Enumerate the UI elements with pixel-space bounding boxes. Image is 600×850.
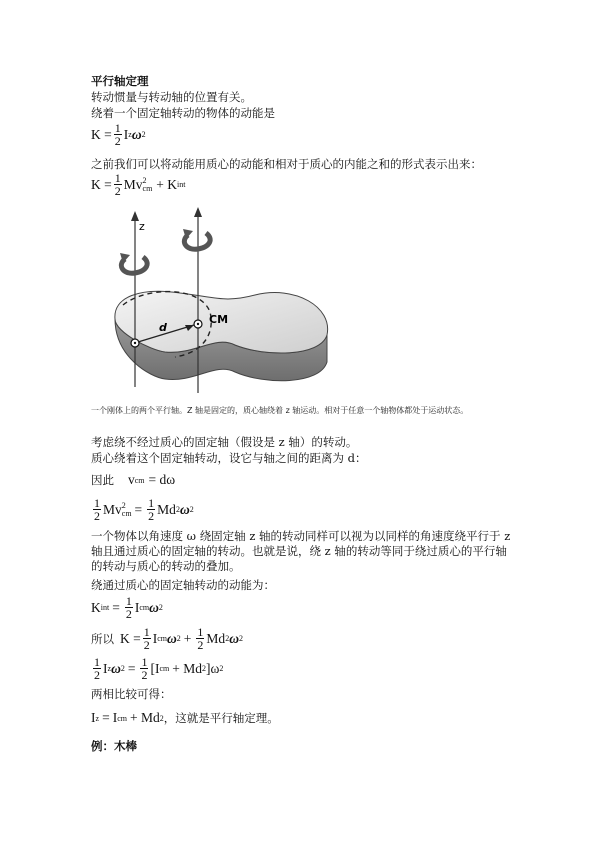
parallel-axis-figure: [105, 207, 335, 402]
intro-line-3: 之前我们可以将动能用质心的动能和相对于质心的内能之和的形式表示出来：: [91, 157, 482, 171]
equation-kinetic-decomposition: K = $\frac{1}{2}$ Mv 2 cm + K int: [91, 171, 186, 198]
equation-total-kinetic: 所以 K = $\frac{1}{2}$ I cm ω 2 + $\frac{1}{2}$ Md 2 ω 2: [91, 625, 243, 652]
paragraph-3: 一个物体以角速度 ω 绕固定轴 z 轴的转动同样可以视为以同样的角速度绕平行于 z 轴且通过质心的固定轴的转动。也就是说，绕 z 轴的转动等同于绕过质心的平行轴的转动与质心的转动的叠加。: [91, 529, 511, 573]
cm-label: CM: [209, 313, 229, 326]
intro-line-2: 绕着一个固定轴转动的物体的动能是: [91, 106, 275, 120]
z-axis-arrow: [131, 211, 139, 221]
distance-label: d: [159, 321, 167, 334]
paragraph-2: 质心绕着这个固定轴转动，设它与轴之间的距离为 d：: [91, 451, 367, 465]
paragraph-5: 两相比较可得：: [91, 687, 172, 701]
section-heading: 平行轴定理: [91, 74, 149, 88]
example-heading: 例：木棒: [91, 739, 137, 753]
paragraph-4: 绕通过质心的固定轴转动的动能为：: [91, 578, 275, 592]
intro-line-1: 转动惯量与转动轴的位置有关。: [91, 90, 252, 104]
equation-kint: K int = $\frac{1}{2}$ I cm ω 2: [91, 594, 163, 621]
figure-caption: 一个刚体上的两个平行轴。Z 轴是固定的，质心轴绕着 z 轴运动。相对于任意一个轴物体都处于运动状态。: [91, 406, 469, 415]
equation-kinetic-fixed-axis: K = $\frac{1}{2}$ I z ω 2: [91, 121, 146, 148]
equation-parallel-axis-theorem: I z = I cm + Md 2 ，这就是平行轴定理。: [91, 710, 279, 725]
equation-vcm: 因此 v cm = dω: [91, 472, 176, 487]
z-axis-label: z: [139, 220, 145, 233]
paragraph-1: 考虑绕不经过质心的固定轴（假设是 z 轴）的转动。: [91, 435, 358, 449]
equation-comparison: $\frac{1}{2}$ I z ω 2 = $\frac{1}{2}$ [I cm + Md 2 ]ω 2: [94, 655, 224, 682]
cm-axis-arrow: [194, 207, 202, 217]
equation-cm-kinetic: $\frac{1}{2}$ Mv 2 cm = $\frac{1}{2}$ Md 2 ω 2: [94, 496, 194, 523]
